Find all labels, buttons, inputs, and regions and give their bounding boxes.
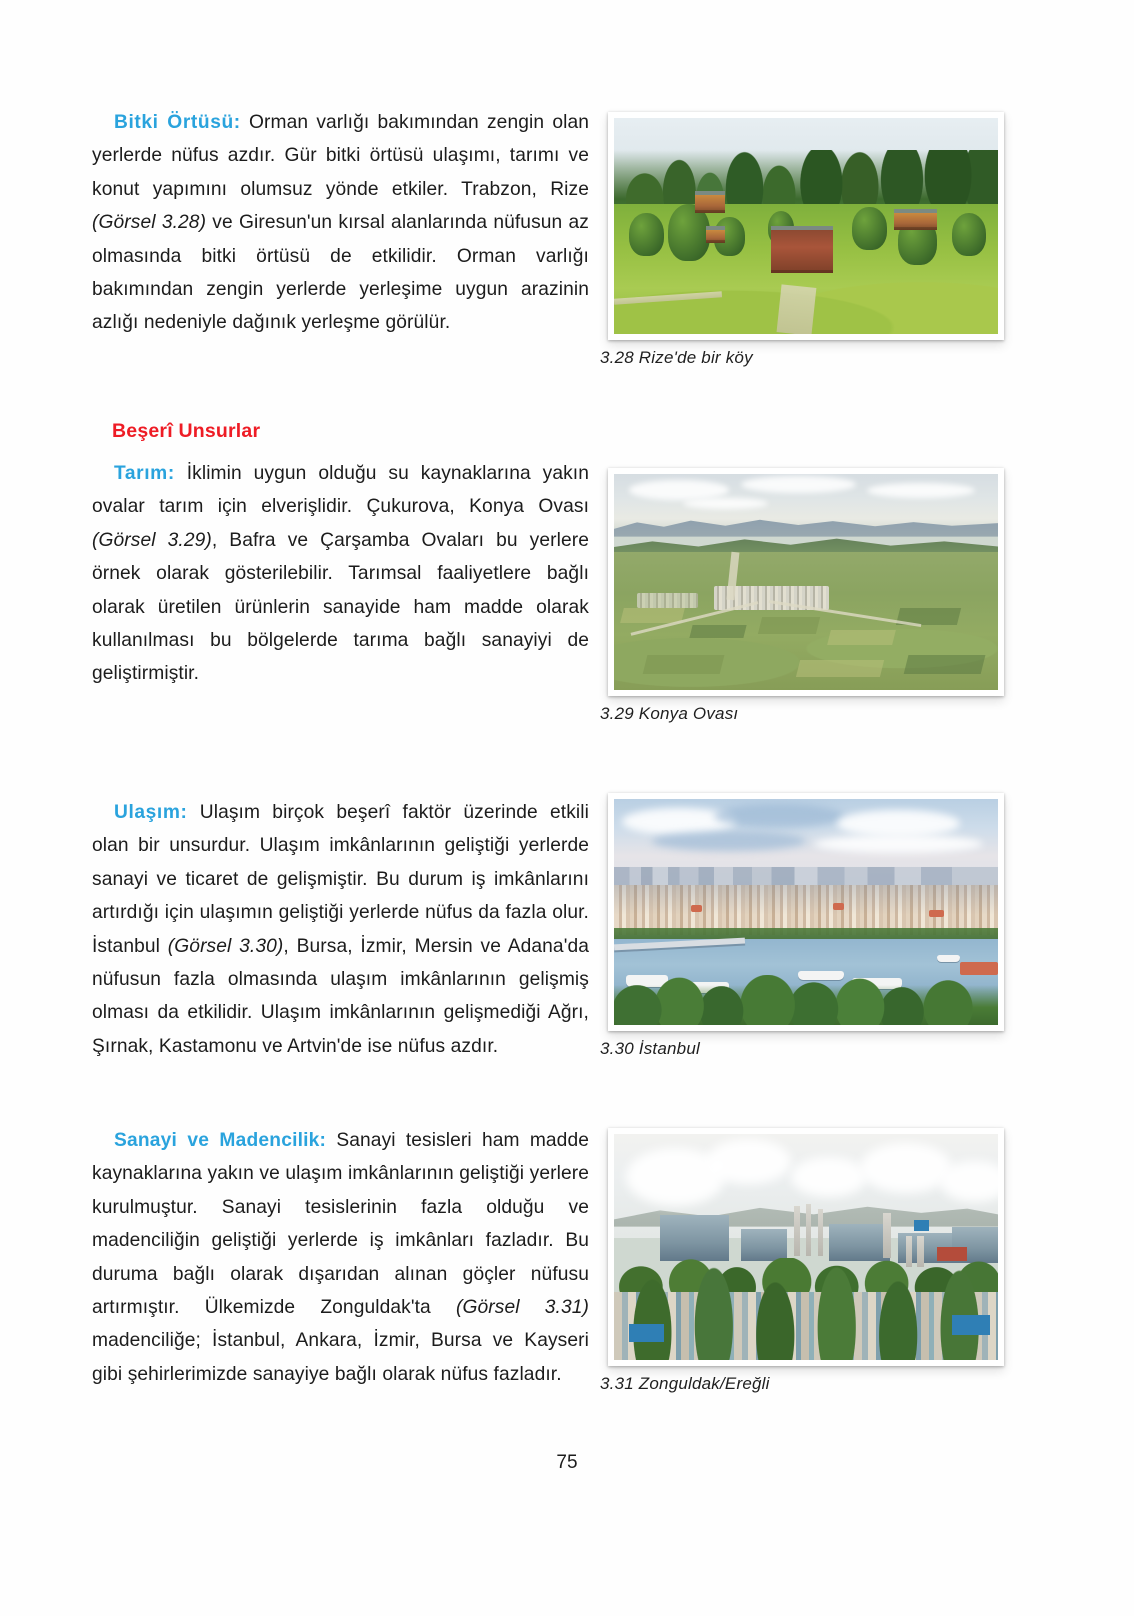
figure-3-28-image bbox=[608, 112, 1004, 340]
bitki-ortusu-body-2: ve Giresun'un kırsal alanlarında nüfusun az olmasında bitki örtüsü de etkilidir. Orman varlığı bakımından zengin yerlerde yerleşime uygun arazinin azlığı nedeniyle dağınık yerleşme görülür. bbox=[92, 212, 589, 334]
figure-3-31-caption: 3.31 Zonguldak/Ereğli bbox=[600, 1374, 770, 1393]
heading-beseri-unsurlar: Beşerî Unsurlar bbox=[112, 420, 261, 442]
page-number: 75 bbox=[556, 1452, 578, 1473]
figure-3-28-caption: 3.28 Rize'de bir köy bbox=[600, 348, 753, 367]
ulasim-figref-1: (Görsel 3.30) bbox=[167, 935, 284, 957]
figure-3-29-caption: 3.29 Konya Ovası bbox=[600, 704, 739, 723]
figure-3-29 bbox=[600, 468, 1004, 723]
figure-3-30-caption: 3.30 İstanbul bbox=[600, 1039, 700, 1058]
figure-3-28 bbox=[600, 112, 1004, 367]
figure-3-29-image bbox=[608, 468, 1004, 696]
figure-3-30 bbox=[600, 793, 1004, 1058]
paragraph-ulasim bbox=[92, 796, 589, 1063]
paragraph-sanayi-text bbox=[92, 1124, 589, 1391]
lead-label-bitki-ortusu: Bitki Örtüsü: bbox=[114, 112, 241, 133]
paragraph-tarim bbox=[92, 457, 589, 691]
ulasim-body-2: , Bursa, İzmir, Mersin ve Adana'da nüfusun fazla olmasında ulaşım imkânlarının gelişmiş olması da etkilidir. Ulaşım imkânlarının gelişmediği Ağrı, Şırnak, Kastamonu ve Artvin'de ise nüfus azdır. bbox=[92, 935, 590, 1057]
paragraph-ulasim-text bbox=[92, 796, 589, 1063]
lead-label-sanayi: Sanayi ve Madencilik: bbox=[114, 1130, 327, 1151]
sanayi-body-1: Sanayi tesisleri ham madde kaynaklarına yakın ve ulaşım imkânlarının geliştiği yerlere kurulmuştur. Sanayi tesislerinin fazla olduğu ve madenciliğin geliştiği yerlerde iş imkânları fazladır. Bu duruma bağlı olarak dışarıdan alınan göçler nüfusu artırmıştır. Ülkemizde Zonguldak'ta bbox=[92, 1130, 590, 1319]
tarim-body-1: İklimin uygun olduğu su kaynaklarına yakın ovalar tarım için elverişlidir. Çukurova, Konya Ovası bbox=[92, 463, 589, 518]
figure-3-31 bbox=[600, 1128, 1004, 1393]
paragraph-tarim-text bbox=[92, 457, 589, 691]
paragraph-bitki-ortusu bbox=[92, 106, 589, 340]
tarim-figref-1: (Görsel 3.29) bbox=[92, 529, 212, 551]
tarim-body-2: , Bafra ve Çarşamba Ovaları bu yerlere örnek olarak gösterilebilir. Tarımsal faaliyetlere bağlı olarak üretilen ürünlerin sanayide ham madde olarak kullanılması bu bölgelerde tarıma bağlı sanayiyi de geliştirmiştir. bbox=[92, 529, 589, 685]
paragraph-bitki-ortusu-text bbox=[92, 106, 589, 340]
ulasim-body-1: Ulaşım birçok beşerî faktör üzerinde etkili olan bir unsurdur. Ulaşım imkânlarının geliştiği yerlerde sanayi ve ticaret de gelişmiştir. Bu durum iş imkânlarını artırdığı için ulaşımın geliştiği yerlerde nüfus da fazla olur. İstanbul bbox=[92, 802, 589, 957]
lead-label-ulasim: Ulaşım: bbox=[114, 802, 188, 823]
sanayi-body-2: madenciliğe; İstanbul, Ankara, İzmir, Bursa ve Kayseri gibi şehirlerimizde sanayiye bağlı olarak nüfus fazladır. bbox=[92, 1330, 589, 1385]
paragraph-sanayi-madencilik bbox=[92, 1124, 589, 1391]
figure-3-31-image bbox=[608, 1128, 1004, 1366]
sanayi-figref-1: (Görsel 3.31) bbox=[455, 1297, 589, 1319]
figure-3-30-image bbox=[608, 793, 1004, 1031]
lead-label-tarim: Tarım: bbox=[114, 463, 175, 484]
bitki-ortusu-body-1: Orman varlığı bakımından zengin olan yerlerde nüfus azdır. Gür bitki örtüsü ulaşımı, tarımı ve konut yapımını olumsuz yönde etkiler. Trabzon, Rize bbox=[92, 112, 590, 200]
bitki-ortusu-figref-1: (Görsel 3.28) bbox=[92, 212, 207, 234]
